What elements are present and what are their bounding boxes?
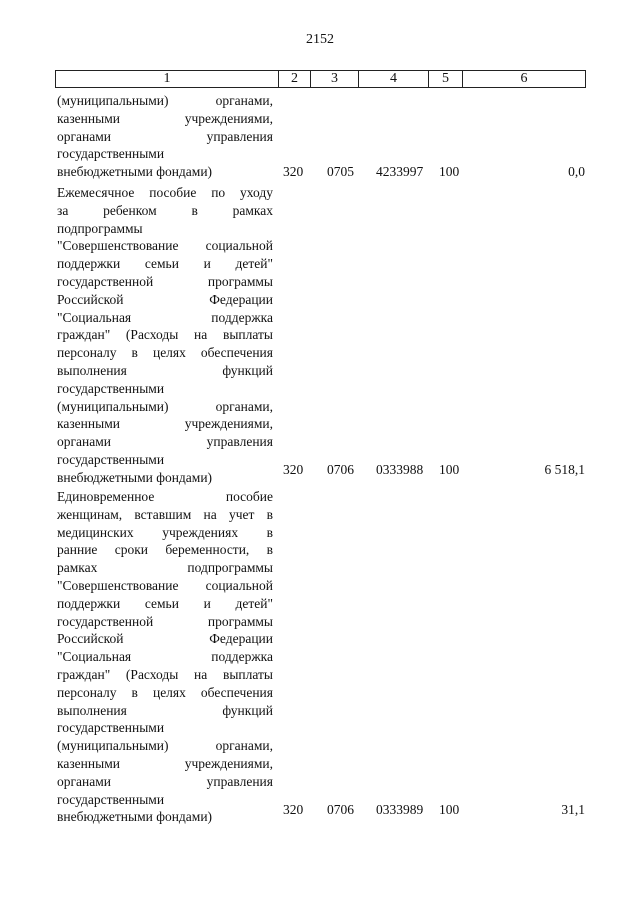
description-line: казенными учреждениями, (57, 755, 273, 771)
description-line: государственными (57, 380, 165, 396)
column-header-3: 3 (311, 71, 359, 88)
description-line: (муниципальными) органами, (57, 398, 273, 414)
description-line: подпрограммы (57, 220, 143, 236)
description-line: органами управления (57, 434, 273, 450)
description-line: Ежемесячное пособие по уходу (57, 185, 273, 200)
column-header-6: 6 (463, 71, 586, 88)
row-code-col2: 320 (283, 802, 304, 817)
description-line: "Совершенствование социальной (57, 238, 273, 254)
row-code-col5: 100 (439, 462, 460, 477)
description-line: Единовременное пособие (57, 489, 273, 504)
description-line: "Совершенствование социальной (57, 577, 273, 593)
column-header-5: 5 (429, 71, 463, 88)
page-number: 2152 (306, 32, 334, 47)
row-description (57, 92, 273, 181)
row-code-col5: 100 (439, 164, 460, 179)
description-line: органами управления (57, 128, 273, 144)
description-line: женщинам, вставшим на учет в (57, 506, 273, 522)
description-line: государственными (57, 146, 165, 162)
row-code-col4: 0333988 (376, 462, 424, 477)
description-line: органами управления (57, 773, 273, 789)
description-line: граждан" (Расходы на выплаты (57, 327, 273, 343)
column-header-1: 1 (56, 71, 279, 88)
description-line: медицинских учреждениях в (57, 524, 273, 540)
description-line: (муниципальными) органами, (57, 738, 273, 754)
description-line: "Социальная поддержка (57, 649, 273, 665)
description-line: внебюджетными фондами) (57, 164, 213, 180)
description-line: государственными (57, 451, 165, 467)
row-code-col2: 320 (283, 462, 304, 477)
row-code-col3: 0706 (327, 462, 354, 477)
row-code-col3: 0705 (327, 164, 354, 179)
description-line: государственной программы (57, 613, 273, 629)
description-line: за ребенком в рамках (57, 202, 273, 218)
row-amount: 6 518,1 (544, 462, 585, 477)
description-line: ранние сроки беременности, в (57, 542, 273, 558)
row-code-col4: 4233997 (376, 164, 424, 179)
description-line: персоналу в целях обеспечения (57, 345, 273, 361)
description-line: (муниципальными) органами, (57, 93, 273, 108)
row-code-col5: 100 (439, 802, 460, 817)
row-amount: 0,0 (568, 164, 585, 179)
description-line: выполнения функций (57, 702, 273, 718)
description-line: граждан" (Расходы на выплаты (57, 666, 273, 682)
row-code-col4: 0333989 (376, 802, 424, 817)
description-line: поддержки семьи и детей" (57, 595, 273, 611)
description-line: внебюджетными фондами) (57, 809, 213, 825)
row-amount: 31,1 (561, 802, 585, 817)
row-description (57, 488, 273, 826)
column-header-2: 2 (279, 71, 311, 88)
description-line: "Социальная поддержка (57, 309, 273, 325)
description-line: внебюджетными фондами) (57, 469, 213, 485)
row-code-col3: 0706 (327, 802, 354, 817)
description-line: персоналу в целях обеспечения (57, 684, 273, 700)
column-header-4: 4 (359, 71, 429, 88)
row-description (57, 184, 273, 487)
description-line: выполнения функций (57, 362, 273, 378)
description-line: Российской Федерации (57, 291, 273, 307)
description-line: казенными учреждениями, (57, 416, 273, 432)
description-line: казенными учреждениями, (57, 110, 273, 126)
description-line: Российской Федерации (57, 631, 273, 647)
description-line: государственными (57, 720, 165, 736)
description-line: рамках подпрограммы (57, 560, 273, 576)
description-line: государственными (57, 791, 165, 807)
description-line: государственной программы (57, 273, 273, 289)
column-header-table (55, 70, 586, 88)
row-code-col2: 320 (283, 164, 304, 179)
description-line: поддержки семьи и детей" (57, 256, 273, 272)
